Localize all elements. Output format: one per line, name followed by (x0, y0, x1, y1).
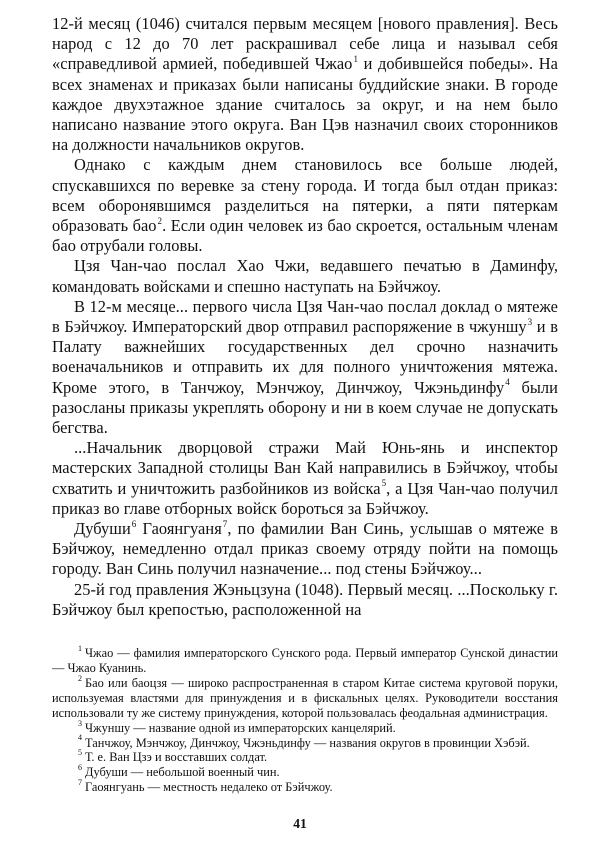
text-run: Цзя Чан-чао послал Хао Чжи, ведавшего печатью в Даминфу, командовать войсками и спешно наступать на Бэйчжоу. (52, 256, 558, 296)
footnote-number: 5 (78, 748, 82, 758)
footnote-7 (52, 780, 558, 795)
footnote-ref: 2 (157, 215, 163, 226)
text-run: и в Палату важнейших государственных дел срочно назначить военачальников и отправить их для полного уничтожения мятежа. Кроме этого, в Танчжоу, Мэнчжоу, Динчжоу, Чжэньдинфу (52, 317, 558, 397)
text-run: . Если один человек из бао скроется, остальным членам бао отрубали головы. (52, 216, 558, 256)
footnote-text: Чжуншу — название одной из императорских канцелярий. (85, 720, 396, 735)
text-run: Гаоянгуаня (136, 519, 222, 539)
footnote-number: 3 (78, 718, 82, 728)
book-page (52, 14, 558, 795)
paragraph-7 (52, 580, 558, 620)
text-run: были разосланы приказы укреплять оборону и ни в коем случае не допускать бегства. (52, 377, 558, 438)
paragraph-3 (52, 256, 558, 296)
footnote-number: 1 (78, 643, 82, 653)
text-run: Однако с каждым днем становилось все больше людей, спускавшихся по веревке за стену города. И тогда был отдан приказ: всем оборонявшимся разделиться на пятерки, а пяти пятеркам образовать бао (52, 155, 558, 236)
footnote-6 (52, 765, 558, 780)
text-run: В 12-м месяце... первого числа Цзя Чан-чао послал доклад о мятеже в Бэйчжоу. Императорский двор отправил распоряжение в чжуншу (52, 296, 558, 337)
footnote-number: 6 (78, 763, 82, 773)
footnotes (52, 643, 558, 795)
paragraph-5 (52, 438, 558, 519)
footnote-5 (52, 750, 558, 765)
footnote-ref: 1 (353, 53, 358, 64)
footnote-number: 7 (78, 778, 82, 788)
footnote-text: Бао или баоцзя — широко распространенная в старом Китае система круговой поруки, используемая властями для принуждения и в фискальных целях. Руководители восстания использовали ту же систему принуждения, которой пользовалась феодальная администрация. (52, 675, 558, 720)
footnote-ref: 6 (131, 518, 137, 529)
footnote-text: Чжао — фамилия императорского Сунского рода. Первый император Сунской династии — Чжао Куанинь. (52, 646, 558, 675)
footnote-ref: 3 (527, 316, 533, 327)
footnote-ref: 5 (381, 478, 387, 489)
footnote-1 (52, 643, 558, 676)
footnote-number: 2 (78, 673, 82, 683)
text-run: Дубуши (74, 519, 131, 539)
footnote-ref: 7 (222, 518, 228, 529)
footnote-2 (52, 673, 558, 721)
footnote-text: Т. е. Ван Цзэ и восставших солдат. (85, 750, 268, 765)
paragraph-2 (52, 155, 558, 256)
text-run: , по фамилии Ван Синь, услышав о мятеже в Бэйчжоу, немедленно отдал приказ своему отряду пойти на помощь городу. Ван Синь получил назначение... под стены Бэйчжоу... (52, 519, 558, 579)
text-run: ...Начальник дворцовой стражи Май Юнь-янь и инспектор мастерских Западной столицы Ван Кай направились в Бэйчжоу, чтобы схватить и уничтожить разбойников из войска (52, 438, 558, 498)
text-run: , а Цзя Чан-чао получил приказ во главе отборных войск бороться за Бэйчжоу. (52, 478, 558, 518)
paragraph-6 (52, 519, 558, 580)
footnote-text: Дубуши — небольшой военный чин. (85, 765, 280, 780)
paragraph-1 (52, 14, 558, 155)
text-run: 12-й месяц (1046) считался первым месяцем [нового правления]. Весь народ с 12 до 70 лет раскрашивал себе лица и называл себя «справедливой армией, победившей Чжао (52, 14, 558, 74)
footnote-text: Танчжоу, Мэнчжоу, Динчжоу, Чжэньдинфу — названия округов в провинции Хэбэй. (85, 735, 530, 750)
paragraph-4 (52, 297, 558, 438)
footnote-4 (52, 733, 558, 751)
footnote-text: Гаоянгуань — местность недалеко от Бэйчжоу. (85, 780, 333, 795)
main-text (52, 14, 558, 620)
text-run: 25-й год правления Жэньцзуна (1048). Первый месяц. ...Поскольку г. Бэйчжоу был крепостью, расположенной на (52, 579, 558, 619)
footnote-3 (52, 718, 558, 736)
text-run: и добившейся победы». На всех знаменах и приказах были написаны буддийские знаки. В городе каждое двухэтажное здание считалось за округ, и на нем было написано название этого округа. Ван Цэв назначил своих сторонников на должности начальников округов. (52, 54, 558, 155)
page-number: 41 (293, 816, 307, 831)
footnote-ref: 4 (505, 377, 510, 388)
footnote-number: 4 (78, 733, 82, 743)
